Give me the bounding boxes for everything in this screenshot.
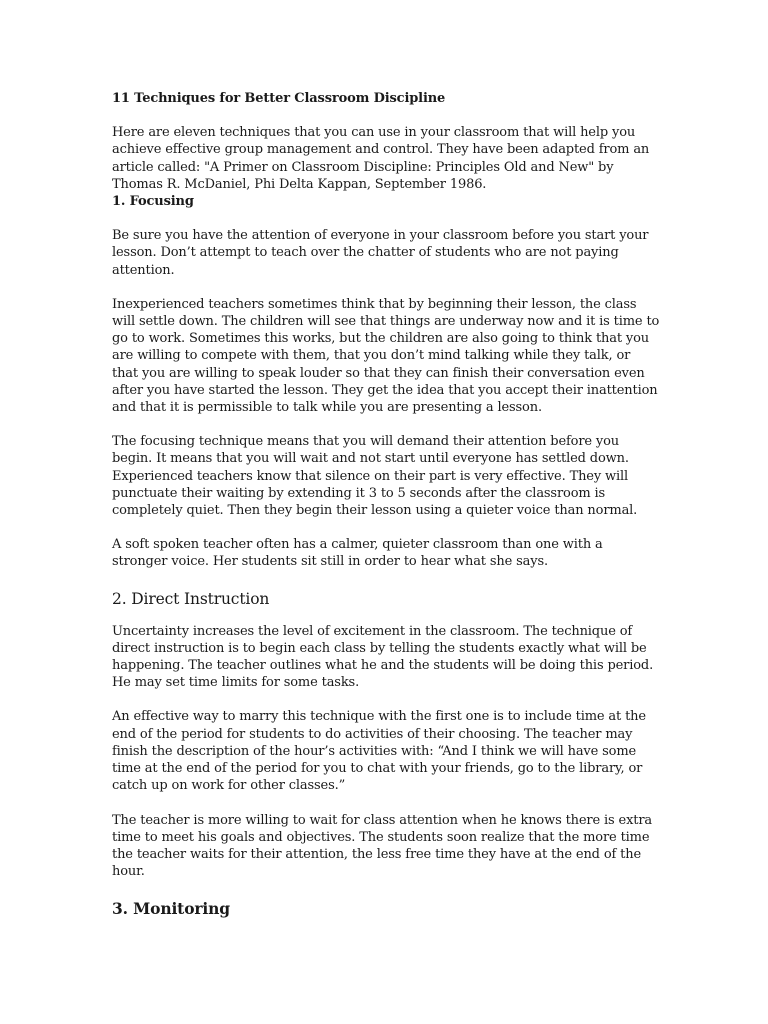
focusing-paragraph-4: A soft spoken teacher often has a calmer, quieter classroom than one with a stronger voice. Her students sit still in order to hear what she says. [112, 537, 603, 570]
focusing-paragraph-1: Be sure you have the attention of everyone in your classroom before you start your lesson. Don’t attempt to teach over the chatter of students who are not paying attention. [112, 228, 649, 278]
direct-instruction-paragraph-1: Uncertainty increases the level of excitement in the classroom. The technique of direct instruction is to begin each class by telling the students exactly what will be happening. The teacher outlines what he and the students will be doing this period. He may set time limits for some tasks. [112, 623, 654, 691]
section-heading-focusing: 1. Focusing [112, 194, 194, 210]
document-title: 11 Techniques for Better Classroom Discipline [112, 91, 446, 106]
direct-instruction-paragraph-2: An effective way to marry this technique with the first one is to include time at the end of the period for students to do activities of their choosing. The teacher may finish the description of the hour’s activities with: “And I think we will have some time at the end of the period for you to chat with your friends, go to the library, or catch up on work for other classes.” [112, 709, 646, 794]
focusing-paragraph-3: The focusing technique means that you will demand their attention before you begin. It means that you will wait and not start until everyone has settled down. Experienced teachers know that silence on their part is very effective. They will punctuate their waiting by extending it 3 to 5 seconds after the classroom is completely quiet. Then they begin their lesson using a quieter voice than normal. [112, 434, 638, 519]
section-heading-direct-instruction: 2. Direct Instruction [112, 589, 270, 608]
direct-instruction-paragraph-3: The teacher is more willing to wait for class attention when he knows there is extra time to meet his goals and objectives. The students soon realize that the more time the teacher waits for their attention, the less free time they have at the end of the hour. [112, 812, 652, 880]
focusing-paragraph-2: Inexperienced teachers sometimes think that by beginning their lesson, the class will settle down. The children will see that things are underway now and it is time to go to work. Sometimes this works, but the children are also going to think that you are willing to compete with them, that you don’t mind talking while they talk, or that you are willing to speak louder so that they can finish their conversation even after you have started the lesson. They get the idea that you accept their inattention and that it is permissible to talk while you are presenting a lesson. [112, 296, 660, 416]
document-page [112, 90, 660, 919]
section-heading-monitoring: 3. Monitoring [112, 899, 230, 919]
intro-paragraph: Here are eleven techniques that you can use in your classroom that will help you achieve effective group management and control. They have been adapted from an article called: "A Primer on Classroom Discipline: Principles Old and New" by Thomas R. McDaniel, Phi Delta Kappan, September 1986. [112, 125, 650, 192]
